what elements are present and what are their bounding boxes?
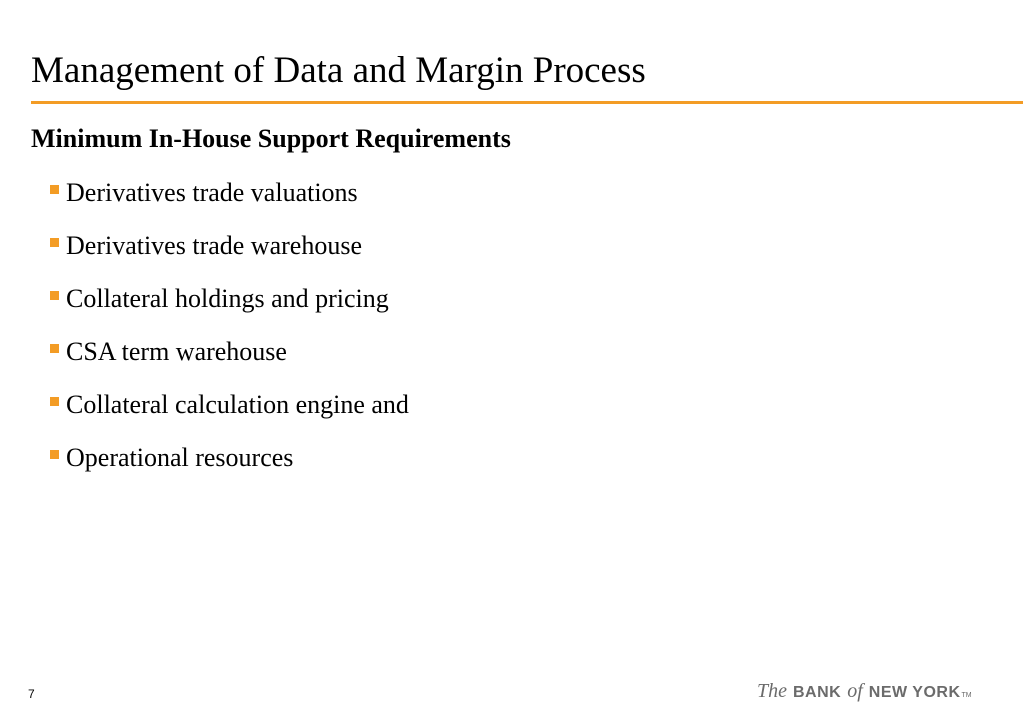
list-item-text: Operational resources — [66, 443, 294, 472]
square-bullet-icon — [50, 344, 59, 353]
page-number: 7 — [28, 687, 35, 701]
logo-new-york-text: NEW YORK — [868, 684, 961, 701]
section-heading: Minimum In-House Support Requirements — [31, 124, 511, 153]
square-bullet-icon — [50, 238, 59, 247]
square-bullet-icon — [50, 450, 59, 459]
logo-trademark: TM — [961, 692, 972, 699]
square-bullet-icon — [50, 185, 59, 194]
logo-bank-text: BANK — [793, 684, 842, 701]
logo-the-text: The — [757, 680, 787, 702]
logo-of-text: of — [847, 680, 863, 702]
slide-title: Management of Data and Margin Process — [31, 50, 646, 91]
list-item-text: Derivatives trade valuations — [66, 178, 358, 207]
bank-of-new-york-logo — [757, 680, 972, 703]
list-item-text: Collateral calculation engine and — [66, 390, 409, 419]
list-item-text: CSA term warehouse — [66, 337, 287, 366]
square-bullet-icon — [50, 397, 59, 406]
square-bullet-icon — [50, 291, 59, 300]
list-item-text: Derivatives trade warehouse — [66, 231, 362, 260]
list-item-text: Collateral holdings and pricing — [66, 284, 389, 313]
title-underline — [31, 101, 1023, 104]
